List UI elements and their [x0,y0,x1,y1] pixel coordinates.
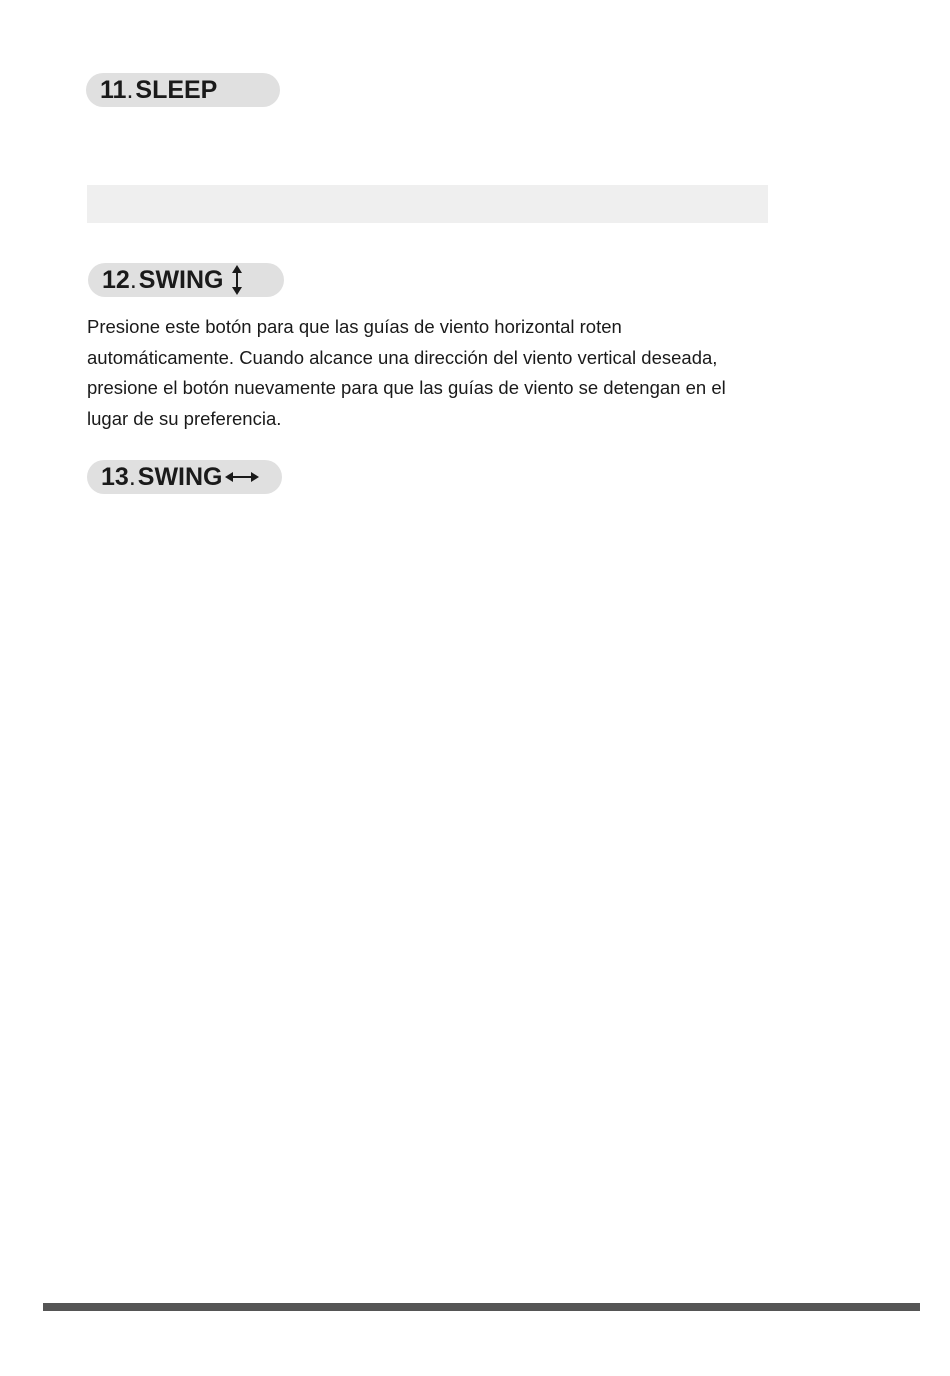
section-title: SLEEP [135,75,218,104]
blank-content-bar [87,185,768,223]
section-title: SWING [137,462,223,491]
section-separator: . [128,462,136,491]
section-number: 11 [100,75,127,104]
footer-divider [43,1303,920,1311]
section-heading-sleep [86,73,280,107]
section-separator: . [129,265,137,294]
section-title: SWING [138,265,224,294]
section-number: 12 [102,265,130,294]
paragraph-line: presione el botón nuevamente para que las guías de viento se detengan en el [87,377,726,399]
vertical-double-arrow-icon [231,264,243,296]
section-heading-swing-horizontal [87,460,282,494]
section-heading-swing-vertical [88,263,284,297]
paragraph-line: automáticamente. Cuando alcance una dirección del viento vertical deseada, [87,346,718,368]
paragraph-line: Presione este botón para que las guías de viento horizontal roten [87,316,622,337]
section-number: 13 [101,462,129,491]
swing-vertical-description [87,312,787,435]
section-separator: . [126,75,134,104]
horizontal-double-arrow-icon [224,470,260,484]
paragraph-line: lugar de su preferencia. [87,408,282,430]
